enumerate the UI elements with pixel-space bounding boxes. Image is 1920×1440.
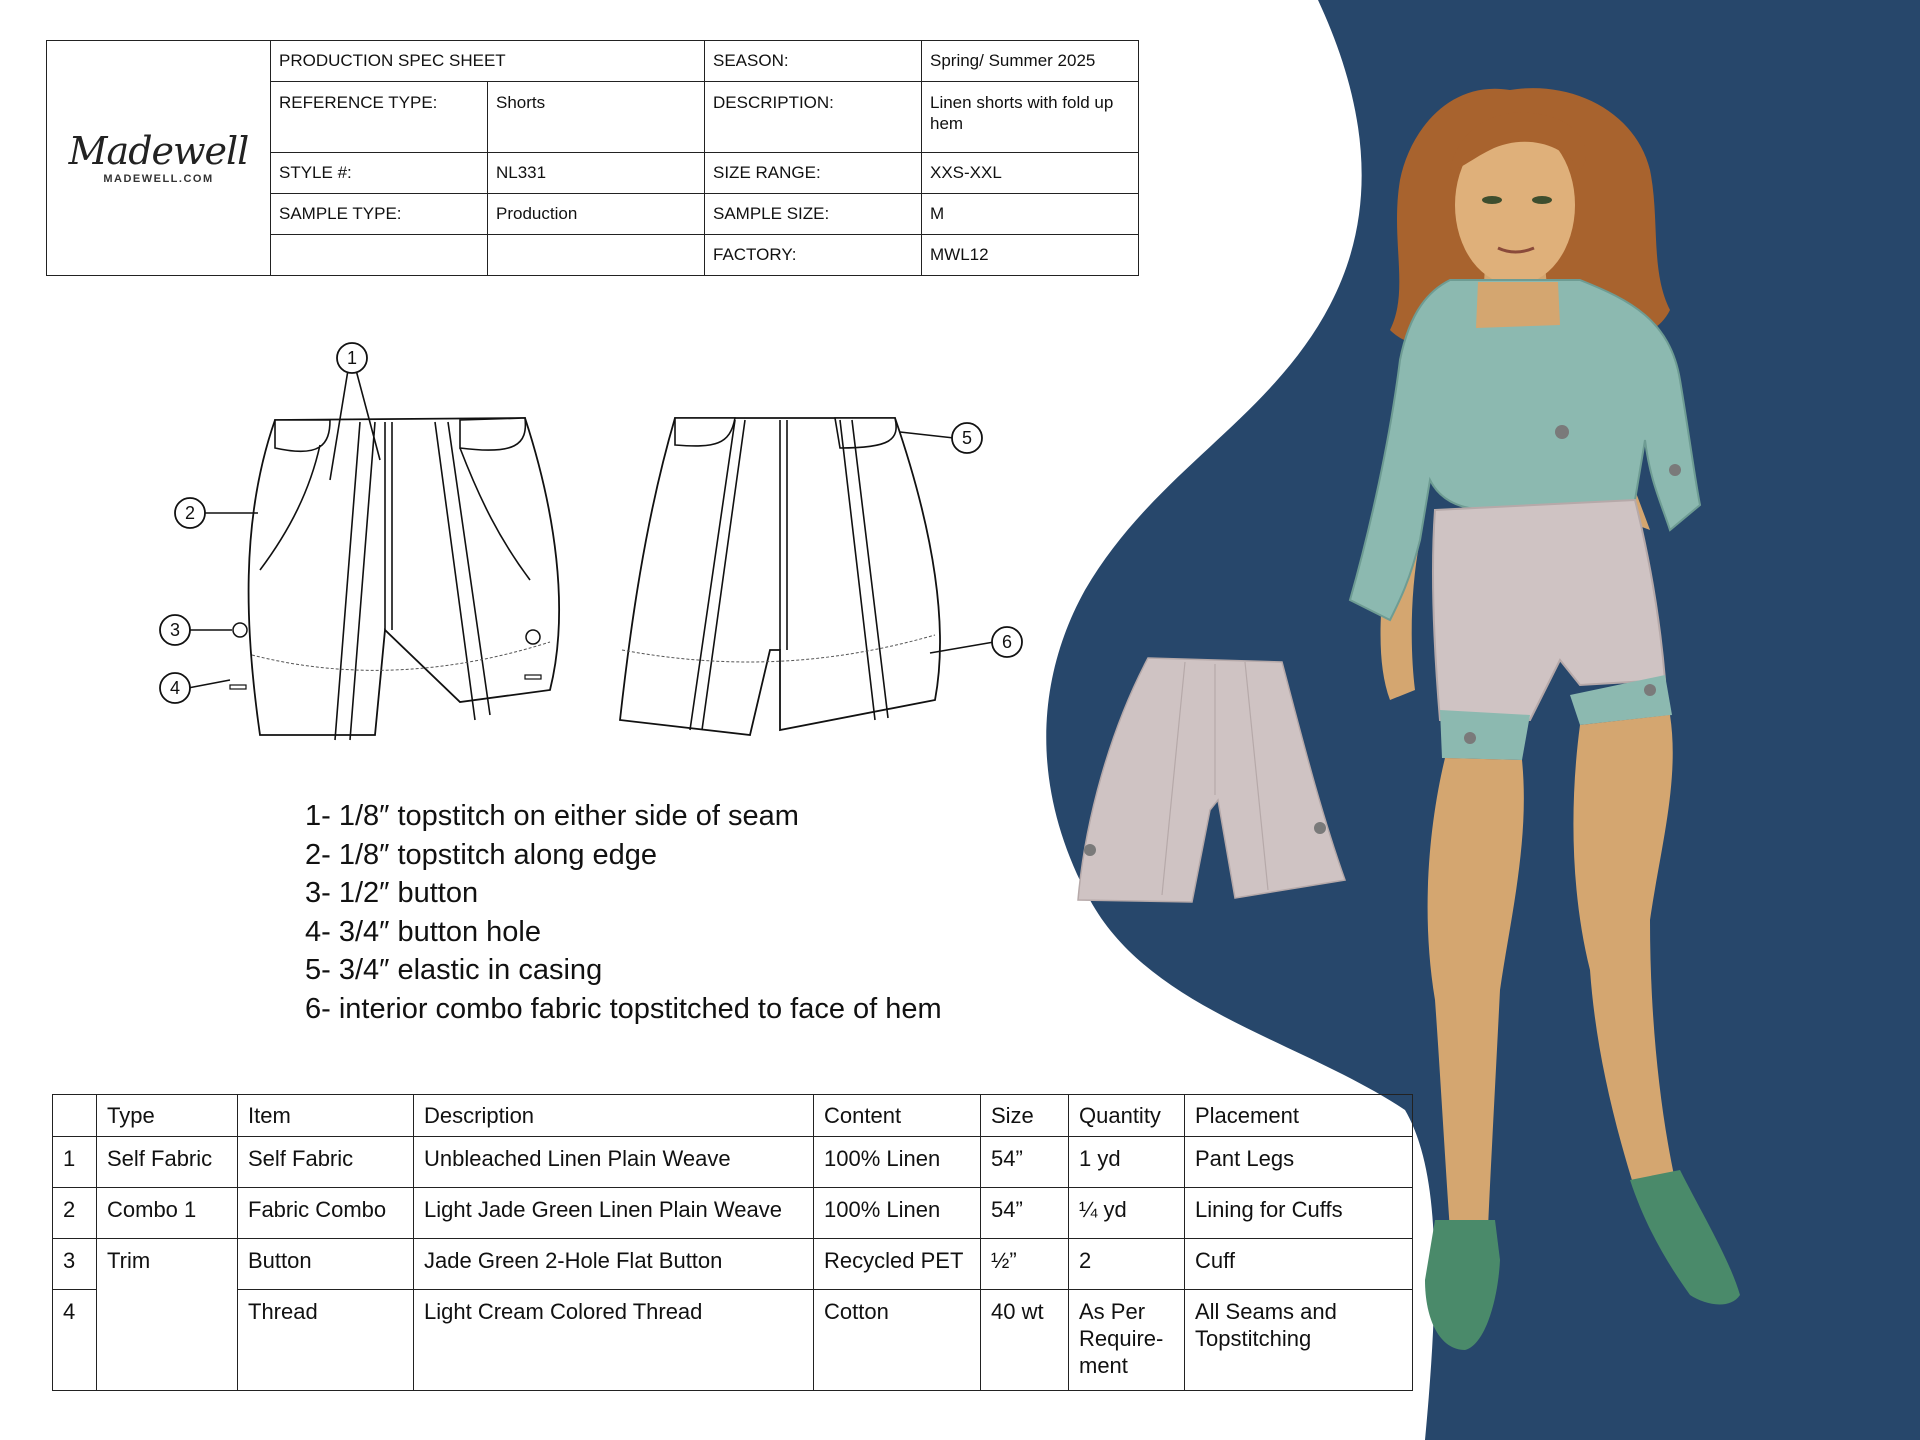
description-value: Linen shorts with fold up hem <box>922 82 1139 153</box>
style-value: NL331 <box>488 153 705 194</box>
row-placement: Cuff <box>1185 1239 1413 1290</box>
table-row <box>53 1290 1413 1391</box>
table-header-row <box>53 1095 1413 1137</box>
row-size: 40 wt <box>981 1290 1069 1391</box>
empty-cell <box>271 235 488 276</box>
row-quantity: ¼ yd <box>1069 1188 1185 1239</box>
top-button <box>1555 425 1569 439</box>
logo-cell <box>47 41 271 276</box>
colored-shorts-flat <box>1070 650 1370 920</box>
note-2: 2- 1/8″ topstitch along edge <box>305 838 658 871</box>
row-index: 4 <box>53 1290 97 1391</box>
header-content: Content <box>814 1095 981 1137</box>
row-index: 3 <box>53 1239 97 1290</box>
callout-5-leader <box>900 432 954 438</box>
sandal-right <box>1630 1170 1740 1304</box>
front-buttonhole-right <box>525 675 541 679</box>
table-row <box>53 1239 1413 1290</box>
spec-header-table <box>46 40 1139 276</box>
row-content: Cotton <box>814 1290 981 1391</box>
front-shorts-outline <box>249 418 560 735</box>
cuff-left <box>1440 710 1530 760</box>
construction-notes <box>305 797 942 1028</box>
row-size: ½” <box>981 1239 1069 1290</box>
size-range-value: XXS-XXL <box>922 153 1139 194</box>
row-item: Button <box>238 1239 414 1290</box>
size-range-label: SIZE RANGE: <box>705 153 922 194</box>
row-type: Combo 1 <box>97 1188 238 1239</box>
reference-type-label: REFERENCE TYPE: <box>271 82 488 153</box>
mini-button-left <box>1084 844 1096 856</box>
logo-url: MADEWELL.COM <box>103 173 214 185</box>
row-description: Light Jade Green Linen Plain Weave <box>414 1188 814 1239</box>
row-type: Self Fabric <box>97 1137 238 1188</box>
eye-right <box>1532 196 1552 204</box>
row-item: Thread <box>238 1290 414 1391</box>
neckline <box>1476 282 1560 328</box>
season-value: Spring/ Summer 2025 <box>922 41 1139 82</box>
row-description: Light Cream Colored Thread <box>414 1290 814 1391</box>
sample-type-value: Production <box>488 194 705 235</box>
callout-2-label: 2 <box>184 503 196 523</box>
description-label: DESCRIPTION: <box>705 82 922 153</box>
callout-5-label: 5 <box>961 428 973 448</box>
table-row <box>53 1137 1413 1188</box>
header-description: Description <box>414 1095 814 1137</box>
callout-3-label: 3 <box>169 620 181 640</box>
front-button-left <box>233 623 247 637</box>
callout-4-leader <box>188 680 230 688</box>
front-button-right <box>526 630 540 644</box>
technical-flats <box>130 330 1050 750</box>
reference-type-value: Shorts <box>488 82 705 153</box>
row-index: 1 <box>53 1137 97 1188</box>
madewell-logo: Madewell <box>68 129 249 173</box>
spec-title: PRODUCTION SPEC SHEET <box>271 41 705 82</box>
mini-shorts-body <box>1078 658 1345 902</box>
header-placement: Placement <box>1185 1095 1413 1137</box>
header-type: Type <box>97 1095 238 1137</box>
row-size: 54” <box>981 1188 1069 1239</box>
sleeve-button <box>1669 464 1681 476</box>
header-quantity: Quantity <box>1069 1095 1185 1137</box>
row-placement: Lining for Cuffs <box>1185 1188 1413 1239</box>
header-index <box>53 1095 97 1137</box>
table-row <box>53 1188 1413 1239</box>
factory-label: FACTORY: <box>705 235 922 276</box>
row-type: Trim <box>97 1239 238 1391</box>
empty-cell <box>488 235 705 276</box>
row-description: Jade Green 2-Hole Flat Button <box>414 1239 814 1290</box>
row-placement: Pant Legs <box>1185 1137 1413 1188</box>
note-6: 6- interior combo fabric topstitched to face of hem <box>305 992 942 1025</box>
cuff-button-right <box>1644 684 1656 696</box>
row-size: 54” <box>981 1137 1069 1188</box>
callout-4-label: 4 <box>169 678 181 698</box>
sample-size-value: M <box>922 194 1139 235</box>
sandal-left <box>1425 1220 1500 1350</box>
row-content: 100% Linen <box>814 1188 981 1239</box>
row-content: 100% Linen <box>814 1137 981 1188</box>
sample-size-label: SAMPLE SIZE: <box>705 194 922 235</box>
row-content: Recycled PET <box>814 1239 981 1290</box>
factory-value: MWL12 <box>922 235 1139 276</box>
leg-left <box>1428 758 1524 1230</box>
header-size: Size <box>981 1095 1069 1137</box>
row-placement: All Seams and Topstitching <box>1185 1290 1413 1391</box>
leg-right <box>1573 715 1675 1190</box>
note-5: 5- 3/4″ elastic in casing <box>305 954 603 986</box>
row-quantity: 2 <box>1069 1239 1185 1290</box>
row-quantity: 1 yd <box>1069 1137 1185 1188</box>
note-1: 1- 1/8″ topstitch on either side of seam <box>305 800 799 832</box>
style-label: STYLE #: <box>271 153 488 194</box>
callout-6-label: 6 <box>1001 632 1013 652</box>
header-item: Item <box>238 1095 414 1137</box>
callout-1-label: 1 <box>346 348 358 368</box>
mini-button-right <box>1314 822 1326 834</box>
row-description: Unbleached Linen Plain Weave <box>414 1137 814 1188</box>
eye-left <box>1482 196 1502 204</box>
note-4: 4- 3/4″ button hole <box>305 915 541 948</box>
materials-table <box>52 1094 1413 1391</box>
row-item: Fabric Combo <box>238 1188 414 1239</box>
front-waistband-right <box>460 418 525 450</box>
row-index: 2 <box>53 1188 97 1239</box>
note-3: 3- 1/2″ button <box>305 877 479 909</box>
sample-type-label: SAMPLE TYPE: <box>271 194 488 235</box>
season-label: SEASON: <box>705 41 922 82</box>
cuff-button-left <box>1464 732 1476 744</box>
row-item: Self Fabric <box>238 1137 414 1188</box>
front-buttonhole-left <box>230 685 246 689</box>
row-quantity: As Per Require-ment <box>1069 1290 1185 1391</box>
